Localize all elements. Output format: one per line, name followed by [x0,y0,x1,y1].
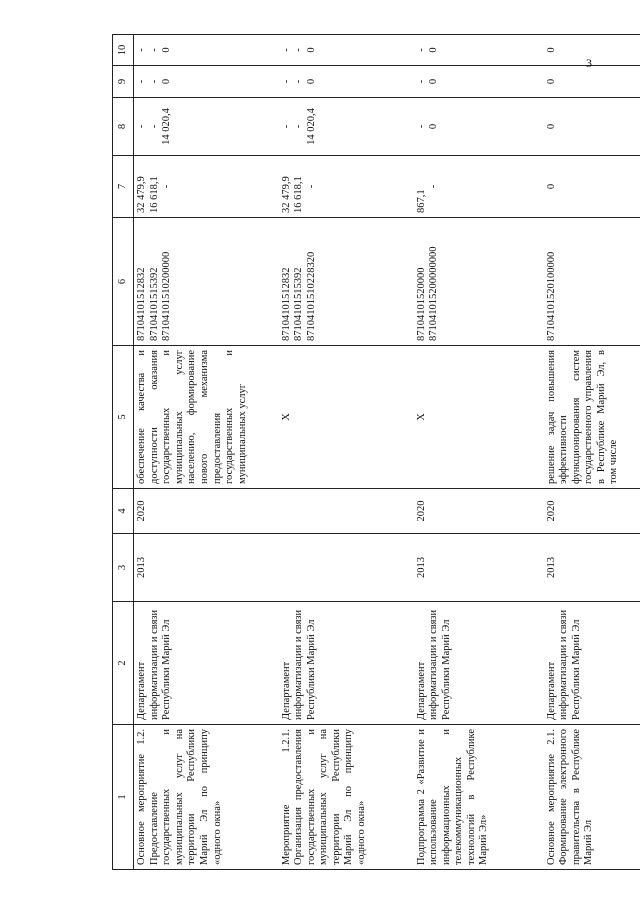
value: - [293,79,305,84]
budget-codes [414,218,544,346]
value-col7 [134,156,279,218]
start-year: 2013 [544,534,640,602]
value: - [280,79,292,84]
header-cell: 5 [113,346,134,489]
value: 16 618,1 [148,176,160,213]
value-col8 [414,98,544,156]
budget-code: 87104101510228320 [305,251,317,341]
value: - [415,124,427,129]
header-cell: 9 [113,66,134,98]
value: - [136,124,147,129]
value-col7 [279,156,414,218]
table-row [134,35,279,870]
header-cell: 3 [113,534,134,602]
value: 32 479,9 [280,176,292,213]
expected-result: X [414,346,544,489]
value: 14 020,4 [161,108,173,145]
value: - [415,79,427,84]
value: - [161,184,173,189]
header-cell: 4 [113,489,134,534]
value: - [415,48,427,52]
value-col7 [544,156,640,218]
value: 16 618,1 [293,176,305,213]
value: 0 [161,47,173,53]
value-col8 [544,98,640,156]
header-cell: 8 [113,98,134,156]
budget-codes [544,218,640,346]
start-year [279,534,414,602]
executor: Департамент информатизации и связи Республики Марий Эл [134,602,279,725]
value-col9 [134,66,279,98]
budget-code: 87104101515392 [293,267,305,341]
expected-result: решение задач повышения эффективности функционирования систем государственного управления в Республике Марий Эл, в том числе [544,346,640,489]
value-col8 [134,98,279,156]
budget-code: 87104101512832 [280,267,292,341]
value: 0 [305,47,317,53]
value: - [293,48,305,52]
measure-name: Мероприятие 1.2.1. Организация предоставления государственных и муниципальных услуг на территории Республики Марий Эл по принципу «одного окна» [279,725,414,870]
value: 0 [161,78,173,85]
value-col7 [414,156,544,218]
program-table [112,34,640,870]
budget-code: 87104101520100000 [545,251,557,341]
value: 0 [545,123,557,130]
value: 14 020,4 [305,108,317,145]
value: - [148,48,160,52]
budget-code: 87104101515392 [148,267,160,341]
header-cell: 2 [113,602,134,725]
value: 0 [545,47,557,53]
value-col9 [544,66,640,98]
executor: Департамент информатизации и связи Республики Марий Эл [414,602,544,725]
budget-code: 871041015200000000 [428,246,440,341]
expected-result: X [279,346,414,489]
value: - [428,184,440,189]
value: 867,1 [415,189,427,213]
executor: Департамент информатизации и связи Республики Марий Эл [544,602,640,725]
budget-codes [279,218,414,346]
value: - [148,79,160,84]
value-col10 [134,35,279,66]
header-row [113,35,134,870]
table-row [279,35,414,870]
end-year [279,489,414,534]
value-col10 [414,35,544,66]
expected-result: обеспечение качества и доступности оказания государственных и муниципальных услуг населению, формирование нового механизма предоставления государственных и муниципальных услуг [134,346,279,489]
value: - [136,48,147,52]
value: 0 [305,78,317,85]
table-row [544,35,640,870]
value: - [305,184,317,189]
budget-code: 87104101510200000 [161,251,173,341]
start-year: 2013 [134,534,279,602]
value: - [136,79,147,84]
value: 0 [428,78,440,85]
header-cell: 7 [113,156,134,218]
value: 0 [545,78,557,85]
value-col10 [544,35,640,66]
page-number: 3 [586,56,592,70]
value: - [148,124,160,129]
value: 0 [428,47,440,53]
value-col8 [279,98,414,156]
header-cell: 10 [113,35,134,66]
value: - [280,48,292,52]
budget-code: 87104101520000 [415,267,427,341]
value: 0 [428,123,440,130]
value-col10 [279,35,414,66]
start-year: 2013 [414,534,544,602]
budget-codes [134,218,279,346]
measure-name: Подпрограмма 2 «Развитие и использование информационных и телекоммуникационных технологий в Республике Марий Эл» [414,725,544,870]
header-cell: 1 [113,725,134,870]
measure-name: Основное мероприятие 2.1. Формирование электронного правительства в Республике Марий Эл [544,725,640,870]
rotated-table-container [112,35,640,870]
end-year: 2020 [544,489,640,534]
value: - [293,124,305,129]
value: 32 479,9 [136,176,147,213]
end-year: 2020 [134,489,279,534]
measure-name: Основное мероприятие 1.2. Предоставление государственных и муниципальных услуг на территории Республики Марий Эл по принципу «одного окна» [134,725,279,870]
end-year: 2020 [414,489,544,534]
value-col9 [279,66,414,98]
value-col9 [414,66,544,98]
value: 0 [545,183,557,190]
header-cell: 6 [113,218,134,346]
value: - [280,124,292,129]
executor: Департамент информатизации и связи Республики Марий Эл [279,602,414,725]
budget-code: 87104101512832 [136,267,147,341]
table-row [414,35,544,870]
